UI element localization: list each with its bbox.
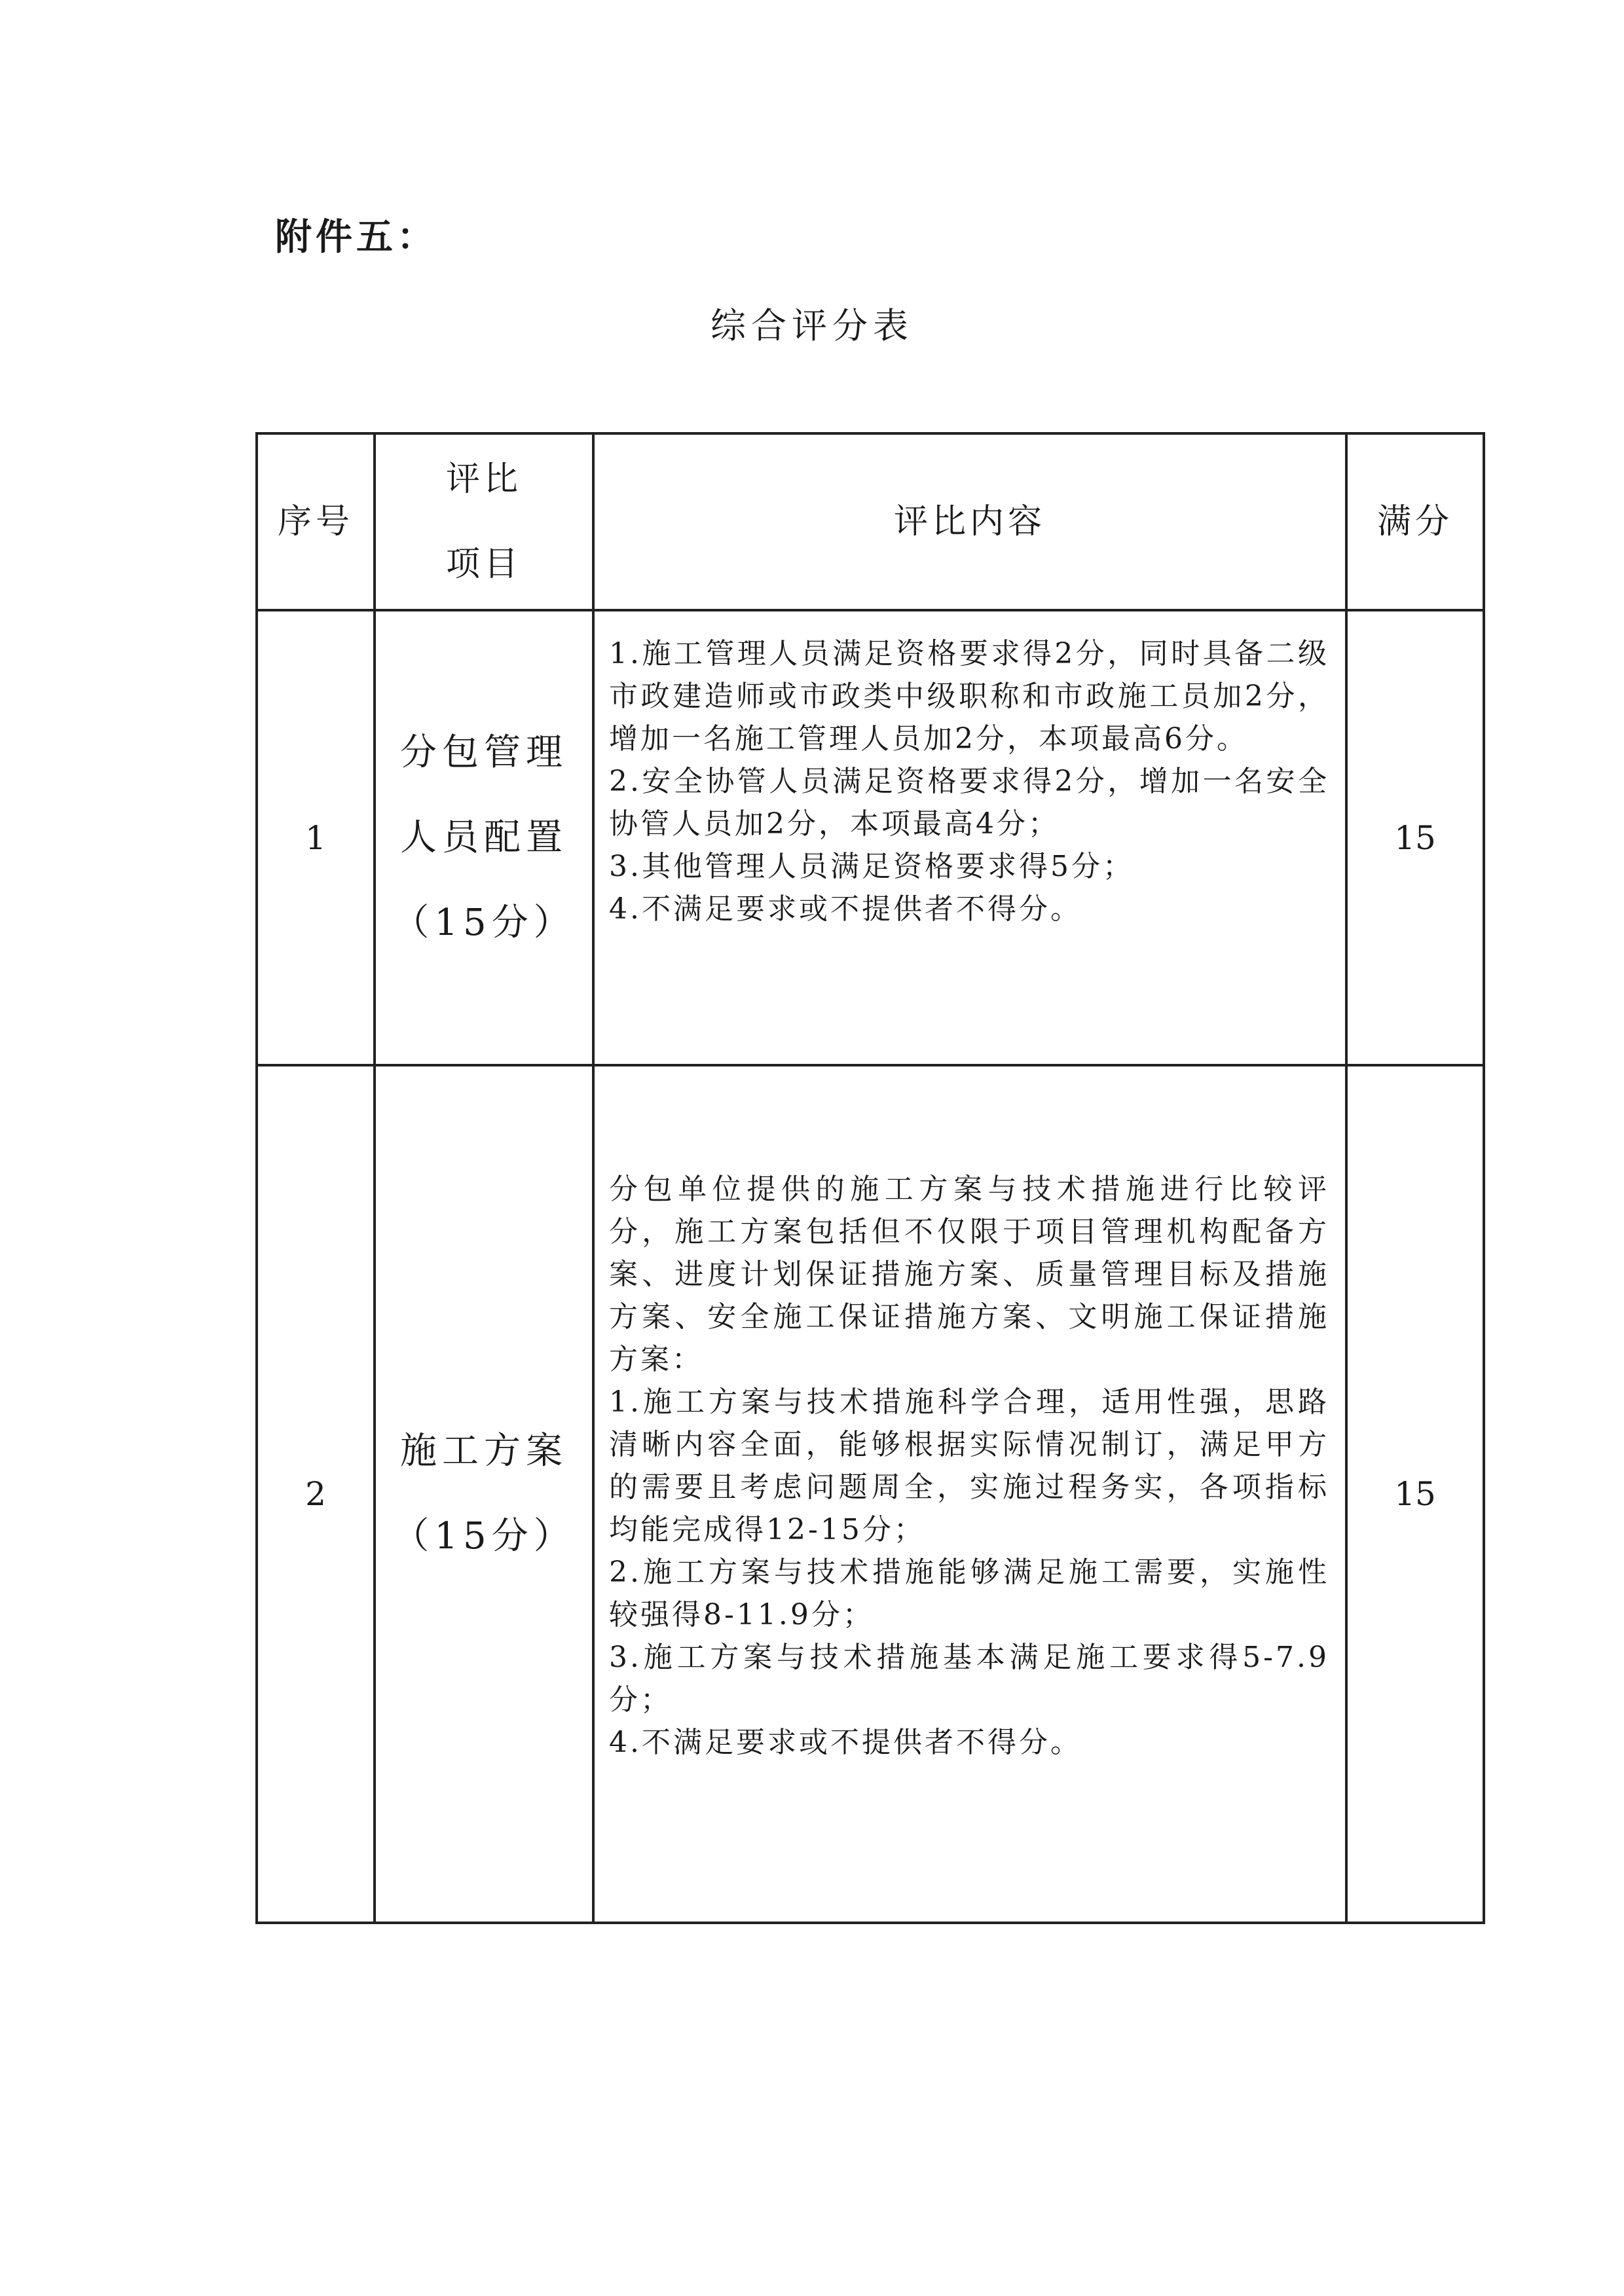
row-score: 15 (1346, 1065, 1484, 1923)
scoring-table (255, 432, 1485, 1924)
content-paragraph: 4.不满足要求或不提供者不得分。 (609, 1726, 1082, 1759)
row-score: 15 (1346, 610, 1484, 1065)
content-paragraph: 1.施工方案与技术措施科学合理，适用性强，思路清晰内容全面，能够根据实际情况制订，满足甲方的需要且考虑问题周全，实施过程务实，各项指标均能完成得12-15分； (609, 1385, 1329, 1546)
row-content (593, 610, 1346, 1065)
content-paragraph: 1.施工管理人员满足资格要求得2分，同时具备二级市政建造师或市政类中级职称和市政施工员加2分，增加一名施工管理人员加2分，本项最高6分。 (609, 637, 1329, 756)
row-item-line: （15分） (392, 901, 576, 944)
header-no: 序号 (257, 433, 375, 610)
table-row (257, 1065, 1484, 1923)
table-row (257, 610, 1484, 1065)
content-paragraph: 2.安全协管人员满足资格要求得2分，增加一名安全协管人员加2分，本项最高4分； (609, 765, 1329, 841)
row-item-line: 施工方案 (400, 1430, 568, 1472)
row-number: 1 (257, 610, 375, 1065)
content-paragraph: 2.施工方案与技术措施能够满足施工需要，实施性较强得8-11.9分； (609, 1556, 1329, 1631)
row-item-line: 人员配置 (400, 816, 568, 859)
row-content (593, 1065, 1346, 1923)
row-item-line: （15分） (392, 1515, 576, 1558)
content-paragraph: 4.不满足要求或不提供者不得分。 (609, 892, 1082, 926)
header-item-line1: 评比 (445, 460, 522, 499)
content-paragraph: 分包单位提供的施工方案与技术措施进行比较评分，施工方案包括但不仅限于项目管理机构配备方案、进度计划保证措施方案、质量管理目标及措施方案、安全施工保证措施方案、文明施工保证措施方案： (609, 1173, 1329, 1376)
attachment-label: 附件五： (275, 216, 437, 259)
content-paragraph: 3.施工方案与技术措施基本满足施工要求得5-7.9分； (609, 1641, 1329, 1717)
header-item-line2: 项目 (445, 545, 522, 584)
header-score: 满分 (1346, 433, 1484, 610)
document-title: 综合评分表 (710, 305, 913, 346)
row-number: 2 (257, 1065, 375, 1923)
header-content: 评比内容 (593, 433, 1346, 610)
table-header-row (257, 433, 1484, 610)
row-item-line: 分包管理 (400, 731, 568, 774)
header-item (375, 433, 593, 610)
content-paragraph: 3.其他管理人员满足资格要求得5分； (609, 850, 1134, 883)
row-item (375, 610, 593, 1065)
row-item (375, 1065, 593, 1923)
